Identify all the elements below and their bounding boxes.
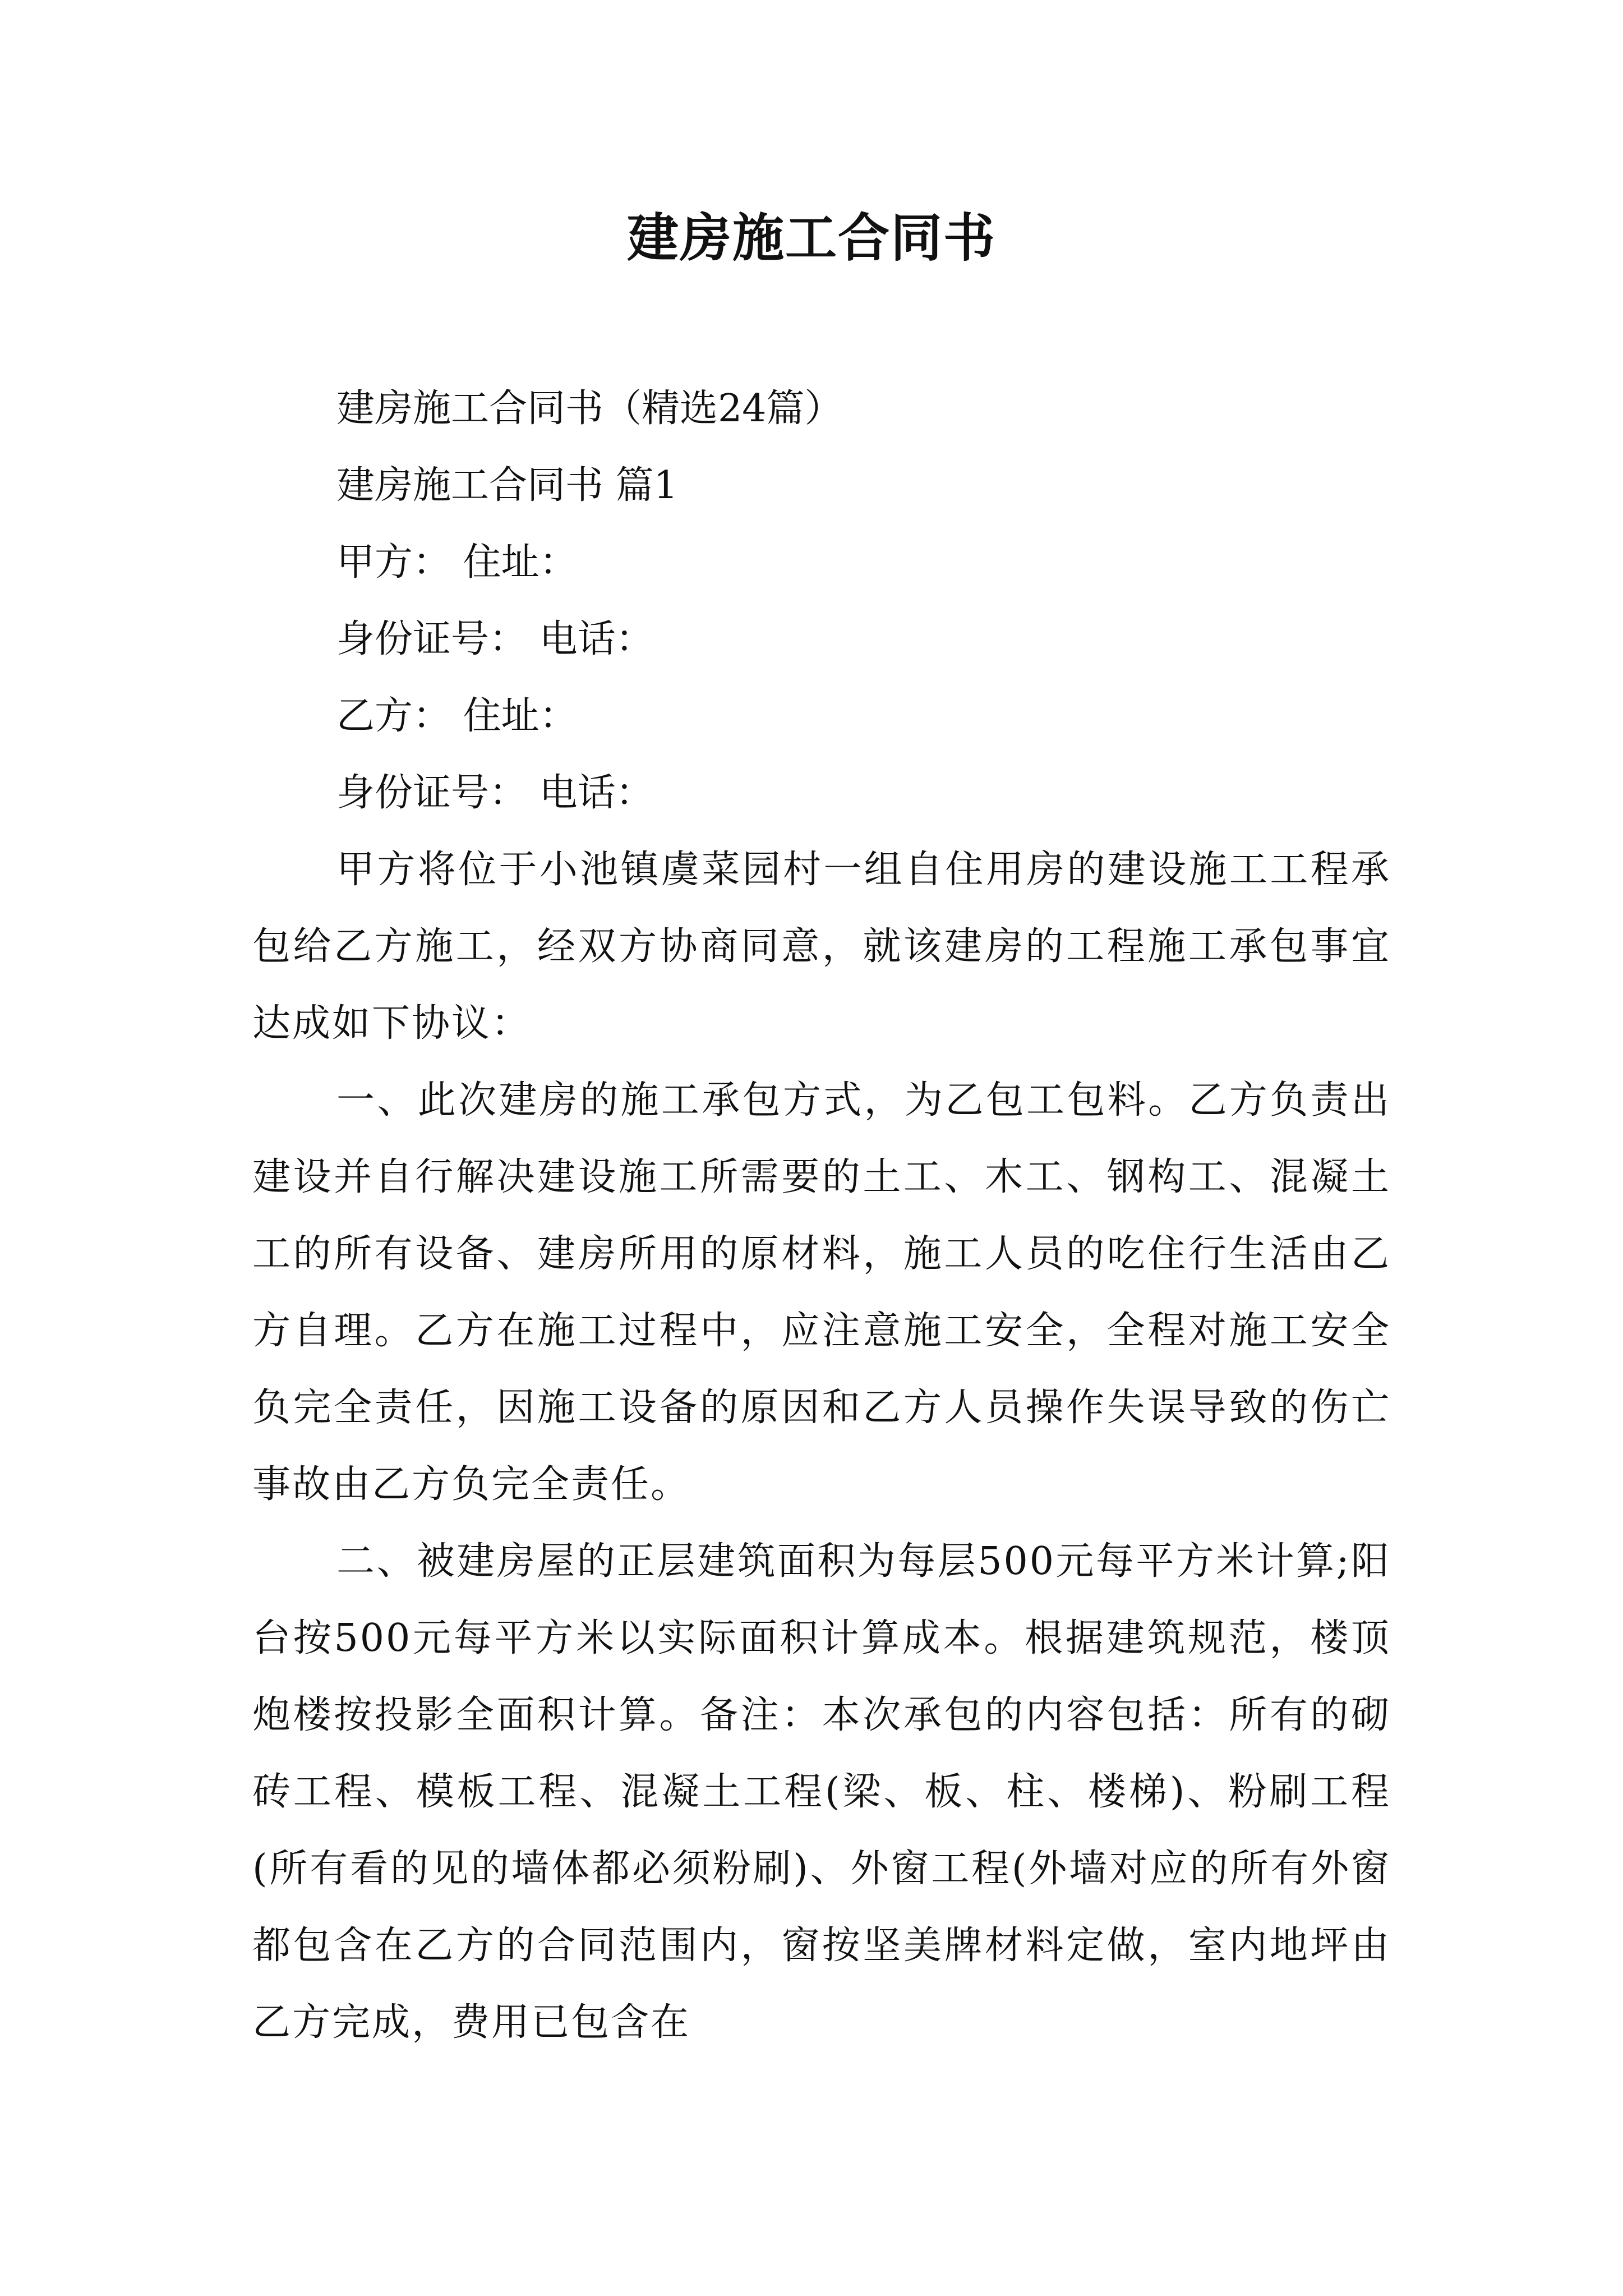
paragraph-clause-2: 二、被建房屋的正层建筑面积为每层500元每平方米计算;阳台按500元每平方米以实际面积计算成本。根据建筑规范，楼顶炮楼按投影全面积计算。备注：本次承包的内容包括：所有的砌砖工程、模板工程、混凝土工程(梁、板、柱、楼梯)、粉刷工程(所有看的见的墙体都必须粉刷)、外窗工程(外墙对应的所有外窗都包含在乙方的合同范围内，窗按坚美牌材料定做，室内地坪由乙方完成，费用已包含在 (252, 1539, 1391, 2045)
paragraph-clause-1: 一、此次建房的施工承包方式，为乙包工包料。乙方负责出建设并自行解决建设施工所需要的土工、木工、钢构工、混凝土工的所有设备、建房所用的原材料，施工人员的吃住行生活由乙方自理。乙方在施工过程中，应注意施工安全，全程对施工安全负完全责任，因施工设备的原因和乙方人员操作失误导致的伤亡事故由乙方负完全责任。 (252, 1078, 1391, 1507)
party-a-line: 甲方： 住址： (336, 540, 578, 585)
document-body (252, 370, 1391, 2061)
document-subtitle: 建房施工合同书（精选24篇） (336, 386, 843, 431)
section-heading: 建房施工合同书 篇1 (336, 463, 678, 508)
party-b-id-line: 身份证号： 电话： (336, 771, 654, 815)
party-a-id-line: 身份证号： 电话： (336, 617, 654, 661)
party-b-line: 乙方： 住址： (336, 694, 578, 738)
paragraph-intro: 甲方将位于小池镇虞菜园村一组自住用房的建设施工工程承包给乙方施工，经双方协商同意，就该建房的工程施工承包事宜达成如下协议： (252, 848, 1391, 1046)
document-title: 建房施工合同书 (626, 208, 996, 268)
